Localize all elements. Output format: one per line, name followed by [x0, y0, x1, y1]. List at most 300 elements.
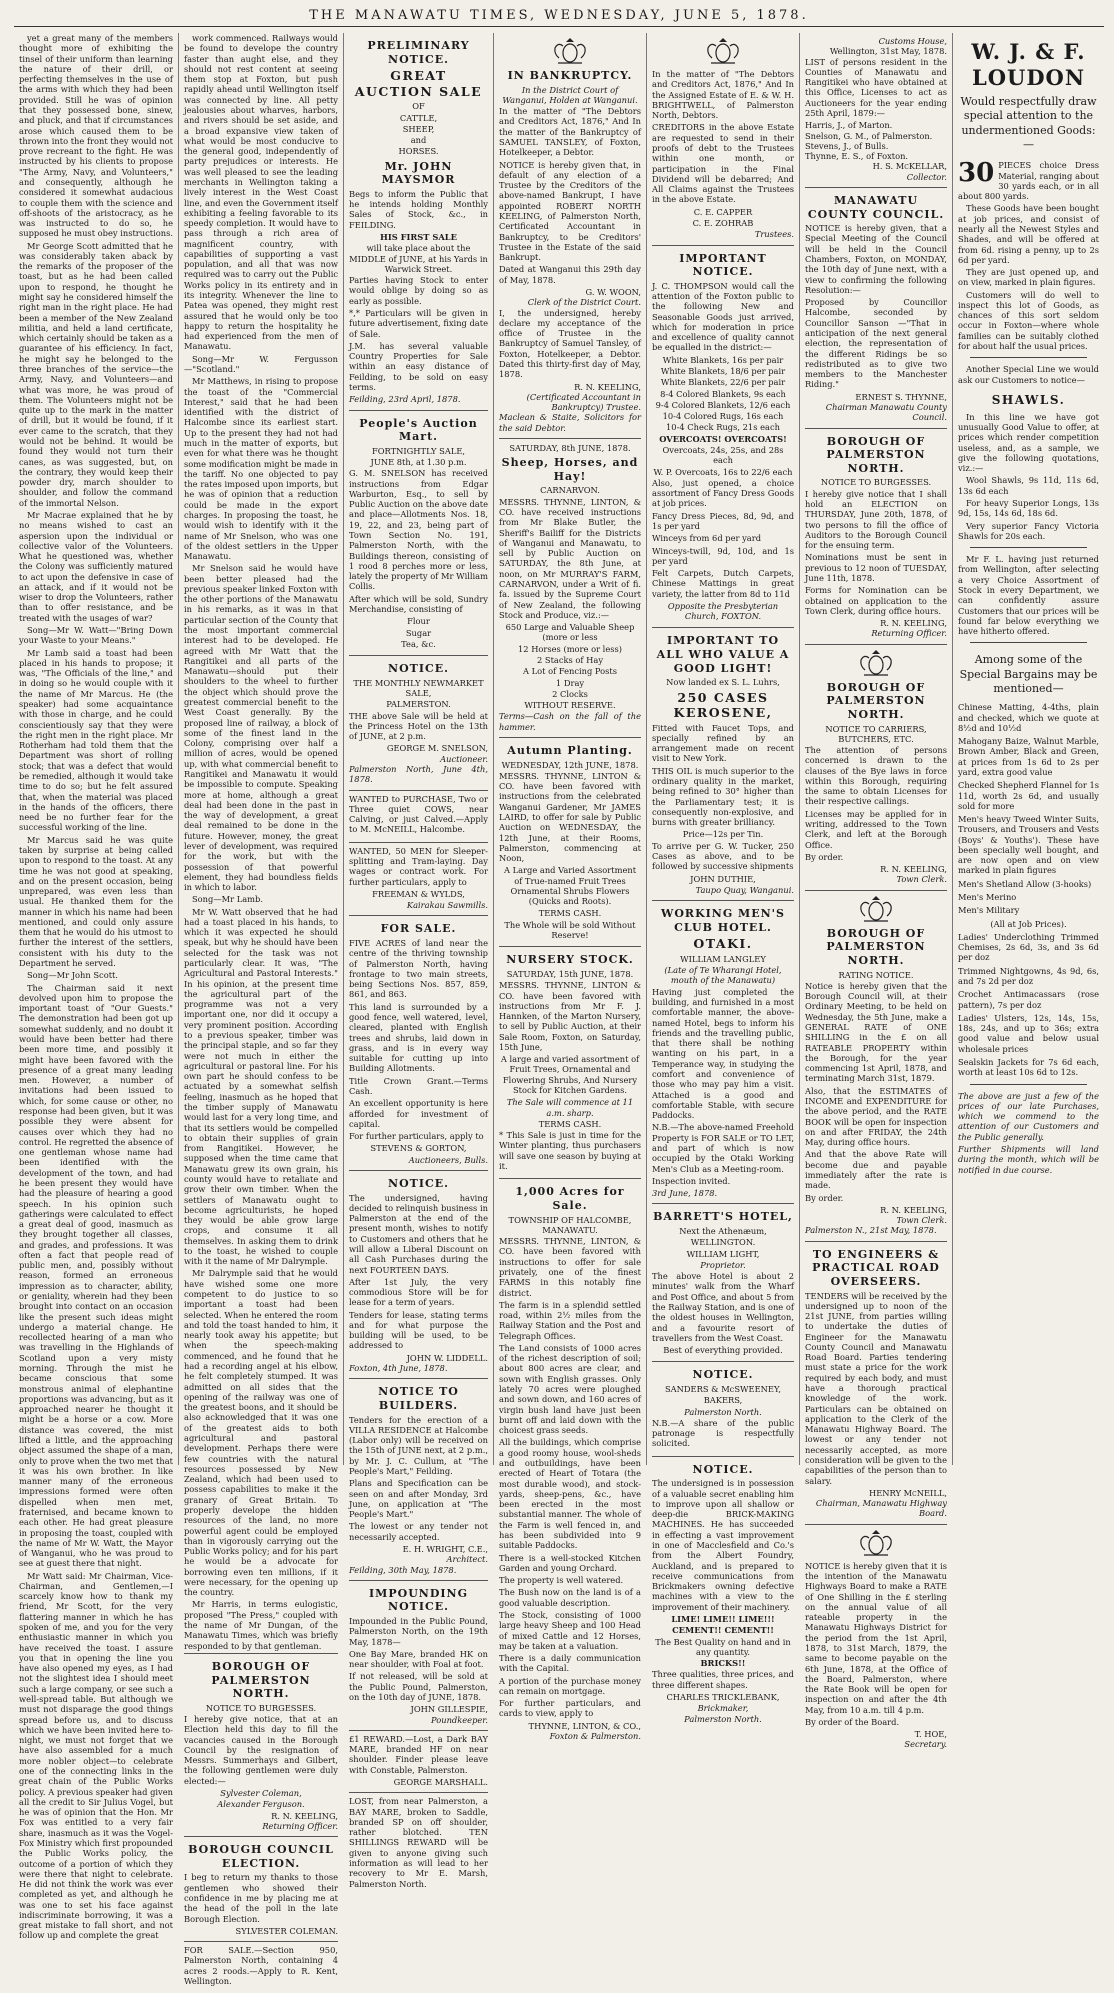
column-3-ads	[344, 33, 494, 1889]
ad-title: IN BANKRUPTCY.	[507, 69, 633, 82]
article-paragraph: The Chairman said it next devolved upon him to propose the important toast of "Our Guests." The demonstration had been got up somewhat suddenly, and no doubt it would have been better had there been more time, and possibly it might have been favored with the presence of a great many leading men. However, a number of invitations had been issued to which, for some cause or other, no response had been given, but it was possible they were absent for causes over which they had no control. He regretted the absence of one gentleman whose name had been identified with the development of the town, and had he been present they would have had the pleasure of hearing a good speech. In his opinion such gatherings were calculated to effect a great deal of good, inasmuch as they brought together all classes, and grades, and professions. It was often a fact that people read of public men, and, possibly without reason, formed an erroneous impression as to character, ability, or geniality, wherein had they been brought into contact on an occasion like the present such ideas might undergo a material change. He recollected hearing of a man who was travelling in the Highlands of Scotland upon a very misty morning. Through the mist he became conscious that some monstrous animal of elephantine proportions was advancing, but as it approached nearer he thought it might be a horse or a cow. More distance was covered, the mist lifted a little, and the approaching object assumed the shape of a man, only to prove when the two met that it was his own brother. In like manner many of the erroneous impressions formed were often dispelled when men met, fraternised, and became known to each other. He had great pleasure in proposing the toast, coupled with the name of Mr W. Watt, the Mayor of Wanganui, who he was proud to see at guest there that night.	[19, 982, 173, 1569]
ad-terms: Terms—Cash on the fall of the hammer.	[499, 711, 641, 732]
ad-body: There is a well-stocked Kitchen Garden and young Orchard.	[499, 1552, 641, 1573]
ad-item: Tea, &c.	[401, 638, 436, 649]
ad-subheading: LIME! LIME!! LIME!!!	[671, 1613, 775, 1624]
ad-body: After which will be sold, Sundry Merchandise, consisting of	[349, 593, 488, 614]
solicitors: Maclean & Staite, Solicitors for the said Debtor.	[499, 412, 641, 433]
ad-address: Opposite the Presbyterian Church, FOXTON.	[667, 600, 779, 622]
ad-text: WITHOUT RESERVE.	[524, 700, 616, 711]
ad-item: Wool Shawls, 9s 11d, 11s 6d, 13s 6d each	[958, 475, 1099, 496]
ad-body: J.M. has several valuable Country Properties for Sale within an easy distance of Feilding, to be sold on easy terms.	[349, 340, 488, 392]
ad-body: The Land consists of 1000 acres of the richest description of soil; about 800 acres are clear, and sown with English grasses. Only lately 70 acres were ploughed and sown down, and 160 acres of virgin bush land have just been burnt off and laid down with the choicest grass seeds.	[499, 1342, 641, 1436]
article-paragraph: Song—Mr Lamb.	[192, 894, 264, 905]
ad-title: 1,000 Acres for Sale.	[515, 1185, 625, 1212]
list-item: Men's heavy Tweed Winter Suits, Trousers, and Trousers and Vests (Boys' & Youths'). These have been specially well bought, and are now open and on view marked in plain figures	[958, 814, 1099, 876]
ad-body: MESSRS. THYNNE, LINTON, & CO. have received instructions from Mr Blake Butler, the Sheriff's Bailiff for the Districts of Wanganui and Manawatu, to sell by Public Auction on SATURDAY, the 8th June, at noon, on Mr MURRAY'S FARM, CARNARVON, under a Writ of fi. fa. issued by the Supreme Court of New Zealand, the following Stock and Produce, viz.:—	[499, 496, 641, 620]
ad-body: FOR SALE.—Section 950, Palmerston North, containing 4 acres 2 roods.—Apply to R. Kent, Wellington.	[184, 1945, 338, 1986]
ad-body: The attention of persons concerned is drawn to the clauses of the Bye laws in force within this Borough, requiring the same to obtain Licenses for their respective callings.	[805, 745, 947, 807]
ad-body: MESSRS. THYNNE, LINTON, & CO. have been favored with instructions to offer for sale privately, one of the finest FARMS in this notably fine district.	[499, 1236, 641, 1298]
wanted-men-ad	[349, 843, 488, 917]
ad-item: Very superior Fancy Victoria Shawls for 20s each.	[958, 520, 1099, 541]
further-shipments-note: Further Shipments will land during the month, which will be notified in due course.	[958, 1143, 1099, 1175]
ad-item: White Blankets, 22/6 per pair	[660, 377, 786, 388]
column-2-article	[179, 33, 344, 1986]
wanted-cows-ad	[349, 791, 488, 843]
ad-subtitle: BAKERS,	[703, 1395, 743, 1406]
ad-title: BOROUGH OF PALMERSTON NORTH.	[826, 926, 926, 967]
ad-title: IMPORTANT NOTICE.	[679, 251, 767, 279]
ad-signature: R. N. KEELING,	[880, 618, 947, 629]
divider	[970, 642, 1087, 643]
ad-body: FIVE ACRES of land near the centre of the thriving township of Palmerston North, having frontage to two main streets, being Sections Nos. 857, 859, 861, and 863.	[349, 938, 488, 1000]
ad-body: LIST of persons resident in the Counties of Manawatu and Rangitikei who have obtained at this Office, Licenses to act as Auctioneers for the year ending 25th April, 1879:—	[805, 56, 947, 118]
ad-body: TENDERS will be received by the undersigned up to noon of the 21st JUNE, from parties willing to undertake the duties of Engineer for the Manawatu County Council and Manawatu Road Board. Parties tendering must state a price for the work required by each body, and must have a thorough practical knowledge of the work. Particulars can be obtained on application to the Clerk of the Manawatu Highway Board. The lowest or any tender not necessarily accepted, as more consideration will be given to the capabilities of the person than to salary.	[805, 1290, 947, 1486]
ad-text: The Whole will be sold Without Reserve!	[504, 919, 636, 941]
column-6-ads	[800, 33, 953, 1750]
ad-body: Winceys from 6d per yard	[652, 533, 762, 544]
ad-body: If not released, will be sold at the Public Pound, Palmerston, on the 10th day of JUNE, 1878.	[349, 1671, 488, 1702]
ad-signature: THYNNE, LINTON, & CO.,	[528, 1720, 641, 1731]
ad-role: Brickmaker,	[697, 1703, 749, 1714]
reward-lost-mare-ad	[349, 1731, 488, 1793]
ad-body: I, the undersigned, hereby declare my acceptance of the office of Trustee in the Bankruptcy of Samuel Tansley, of Foxton, Hotelkeeper, a Debtor. Dated this thirty-first day of May, 1878.	[499, 307, 641, 380]
ad-body: The farm is in a splendid settled road, within 2½ miles from the Railway Station and the Post and Telegraph Offices.	[499, 1299, 641, 1341]
ad-subheading: CEMENT!! CEMENT!!	[672, 1625, 774, 1636]
ad-body: N.B.—A share of the public patronage is respectfully solicited.	[652, 1417, 794, 1449]
column-1-article	[14, 33, 179, 1941]
ad-role: Secretary.	[904, 1739, 947, 1750]
ad-body: Customers will do well to inspect this lot of Goods, as chances of this sort seldom occur in Foxton—where whole families can be suitably clothed for about half the usual prices.	[958, 289, 1099, 352]
ad-signature: CHARLES TRICKLEBANK,	[666, 1691, 780, 1702]
ad-date: Feilding, 23rd April, 1878.	[349, 394, 461, 405]
auctioneer-name: Mr. JOHN MAYSMOR	[381, 159, 456, 187]
ad-office: Customs House,	[878, 36, 947, 46]
brightwell-estate-ad	[652, 33, 794, 246]
ad-body: This land is surrounded by a good fence, well watered, level, cleared, planted with English trees and shrubs, laid down in grass, and is in every way suitable for cutting up into Building Allotments.	[349, 1001, 488, 1074]
ad-body: Impounded in the Public Pound, Palmerston North, on the 19th May, 1878—	[349, 1616, 488, 1647]
ad-body: PIECES choice Dress Material, ranging about 30 yards each, or in all about 800 yards.	[958, 160, 1099, 202]
bargains-heading: Among some of the Special Bargains may be mentioned—	[959, 653, 1098, 695]
ad-role: (Certificated Accountant in Bankruptcy) Trustee.	[526, 391, 641, 413]
ad-headline: 250 CASES KEROSENE,	[673, 689, 773, 721]
ad-body: Three qualities, three prices, and three different shapes.	[652, 1669, 794, 1690]
ad-signature: GEORGE MARSHALL.	[393, 1776, 488, 1787]
royal-coat-of-arms-icon	[550, 38, 590, 66]
ad-title: TO ENGINEERS & PRACTICAL ROAD OVERSEERS.	[812, 1247, 940, 1288]
ad-subheading: OVERCOATS! OVERCOATS!	[659, 433, 787, 444]
ad-item: White Blankets, 16s per pair	[662, 354, 784, 365]
list-item: Men's Shetland Allow (3-hooks)	[958, 878, 1092, 889]
ad-signature: GEORGE M. SNELSON,	[386, 743, 488, 754]
list-item: Men's Merino	[958, 892, 1017, 903]
ad-subtitle: Next the Athenæum,	[679, 1225, 767, 1236]
ad-item: Sugar	[405, 627, 432, 638]
divider	[970, 357, 1087, 358]
ad-body: WANTED to PURCHASE, Two or Three quiet COWS, near Calving, or just Calved.—Apply to M. McNEILL, Halcombe.	[349, 793, 488, 835]
great-auction-sale-ad	[349, 33, 488, 411]
ad-date: Palmerston North, June 4th, 1878.	[349, 764, 488, 785]
ad-role: Kairakau Sawmills.	[406, 900, 488, 911]
pieces-count: 30	[958, 158, 995, 189]
bargain-list	[958, 702, 1099, 1077]
article-paragraph: Song—Mr W. Watt—"Bring Down your Waste to your Means."	[19, 625, 173, 646]
ad-terms: TERMS CASH.	[538, 908, 602, 919]
article-paragraph: Song—Mr W. Fergusson—"Scotland."	[184, 353, 338, 374]
ad-role: Returning Officer.	[262, 1820, 338, 1831]
masthead: THE MANAWATU TIMES, WEDNESDAY, JUNE 5, 1878.	[14, 8, 1104, 27]
brickmaker-notice-ad	[652, 1457, 794, 1731]
ad-text: HIS FIRST SALE	[380, 232, 457, 243]
proprietor-name: WILLIAM LANGLEY	[680, 953, 766, 964]
ad-signature: JOHN W. LIDDELL.	[406, 1352, 488, 1363]
ad-signature: E. H. WRIGHT, C.E.,	[402, 1543, 488, 1554]
list-item: Sealskin Jackets for 7s 6d each, worth at least 10s 6d to 12s.	[958, 1056, 1099, 1078]
column-5-ads	[647, 33, 800, 1725]
ad-body: Also, just opened, a choice assortment of Fancy Dress Goods at job prices.	[652, 477, 794, 509]
ad-date: Feilding, 30th May, 1878.	[349, 1564, 457, 1575]
article-paragraph: yet a great many of the members thought more of exhibiting the tinsel of their uniform than learning the nature of their drill, or perfecting themselves in the use of the arms with which they had been provided. Still he was of opinion that they possessed bone, sinew, and pluck, and that if circumstances arose which caused them to be thrown into the front they would not prove recreant to the fight. He was instructed by his clients to propose "The Army, Navy, and Volunteers," and consequently, although he considered it somewhat audacious to couple them with the science and off-shoots of the aristocracy, as he was instructed to do so, he supposed he must obey instructions.	[19, 33, 173, 239]
thousand-acres-sale-ad	[499, 1179, 641, 1746]
ad-date: SATURDAY, 8th JUNE, 1878.	[509, 442, 631, 453]
ad-body: There is a daily communication with the Capital.	[499, 1653, 641, 1674]
ad-signature: STEVENS & GORTON,	[370, 1143, 467, 1154]
ad-title: People's Auction Mart.	[359, 416, 478, 444]
ad-body: £1 REWARD.—Lost, a Dark BAY MARE, branded HF on near shoulder. Finder please leave with Constable, Palmerston.	[349, 1733, 488, 1775]
ad-item: 9-4 Colored Blankets, 12/6 each	[655, 399, 791, 410]
royal-coat-of-arms-icon	[703, 38, 743, 66]
ad-signature: ERNEST S. THYNNE,	[855, 391, 947, 402]
ad-body: By order.	[805, 851, 844, 862]
ad-body: Notice is hereby given that the Borough Council will, at their Ordinary Meeting, to be held on Wednesday, the 5th June, make a GENERAL RATE of ONE SHILLING in the £ on all RATEABLE PROPERTY within the Borough, for the year commencing 1st April, 1878, and terminating March 31st, 1879.	[805, 980, 947, 1084]
ad-subtitle: TOWNSHIP OF HALCOMBE, MANAWATU.	[508, 1214, 632, 1235]
auctioneer-licenses-ad	[805, 33, 947, 188]
ad-title: BOROUGH OF PALMERSTON NORTH.	[826, 434, 926, 475]
ad-role: Town Clerk.	[896, 1215, 947, 1226]
ad-body: MESSRS. THYNNE, LINTON & CO. have been favored with instructions from the celebrated Wanganui Gardener, Mr JAMES LAIRD, to offer for sale by Public Auction on WEDNESDAY, the 12th June, at their Rooms, Palmerston, commencing at Noon,	[499, 770, 641, 864]
ad-body: For further particulars, and cards to view, apply to	[499, 1698, 641, 1719]
ad-body: LOST, from near Palmerston, a BAY MARE, broken to Saddle, branded SP on off shoulder, rather blotched. TEN SHILLINGS REWARD will be given to anyone giving such information as will lead to her recovery to Mr E. Marsh, Palmerston North.	[349, 1796, 488, 1889]
ad-signature: R. N. KEELING,	[271, 1810, 338, 1821]
ad-title: PRELIMINARY NOTICE.	[367, 39, 470, 66]
ad-body: I hereby give notice, that at an Election held this day to fill the vacancies caused in the Borough Council by the resignation of Messrs. Summerhays and Gilbert, the following gentlemen were duly elected:—	[184, 1714, 338, 1786]
list-item: Crochet Antimacassars (rose pattern), 7s per doz	[958, 989, 1099, 1010]
ad-date: Palmerston N., 21st May, 1878.	[805, 1225, 937, 1236]
ad-signature: H. S. McKELLAR,	[872, 161, 947, 172]
ad-headline: GREAT AUCTION SALE	[354, 68, 483, 99]
ad-body: Dated at Wanganui this 29th day of May, 1878.	[499, 264, 641, 285]
ad-subtitle: RATING NOTICE.	[838, 969, 914, 980]
ad-body: The above Hotel is about 2 minutes' walk from the Wharf and Post Office, and about 5 from the Railway Station, and is one of the oldest houses in Wellington, and a favourite resort of travellers from the West Coast.	[652, 1271, 794, 1343]
ad-date: SATURDAY, 15th JUNE, 1878.	[506, 968, 634, 979]
ad-body: After 1st July, the very commodious Store will be for lease for a term of years.	[349, 1276, 488, 1308]
ad-body: To arrive per G. W. Tucker, 250 Cases as above, and to be followed by successive shipments	[652, 840, 794, 872]
ad-body: Fancy Dress Pieces, 8d, 9d, and 1s per yard	[652, 510, 794, 531]
ad-title: IMPOUNDING NOTICE.	[369, 1586, 468, 1614]
ad-body: By order.	[805, 1192, 844, 1203]
article-paragraph: Mr Snelson said he would have been better pleased had the previous speaker linked Foxton with the other portions of the Manawatu in his remarks, as it was in that particular section of the County that the most important commercial interest had to be developed. He agreed with Mr Watt that the Rangitikei and all parts of the Manawatu—should put their shoulders to the wheel to further the object which should prove the greatest commercial benefit to the West Coast generally. By the proposed line of railway, a block of some of the finest land in the Colony, comprising over half a million of acres, would be opened up, with what commercial benefit to Rangitikei and Manawatu it would be impossible to compute. Speaking more at home, although a great deal had been done in the past in the way of development, a great deal remained to be done in the future. However, money, the great lever of development, was required for the work, but with the possession of that powerful element, they had boundless fields in which to labor.	[184, 563, 338, 893]
manawatu-county-council-ad	[805, 188, 947, 429]
ad-title: NOTICE.	[692, 1368, 754, 1382]
column-4-ads	[494, 33, 647, 1742]
ad-body: Winceys-twill, 9d, 10d, and 1s per yard	[652, 545, 794, 566]
ad-body: Inspection invited.	[652, 1175, 731, 1186]
article-paragraph: Mr Lamb said a toast had been placed in his hands to propose; it was, "The Officials of the line," and in doing so he would couple with it the name of Mr Marcus. He (the speaker) had some acquaintance with those in charge, and he could conscientiously say that they were the right men in the right place. Mr Rotherham had told them that the Department was short of rolling stock; that was a defect that would be remedied, although it would take time to do so; but he felt assured that, when the material was placed in the hands of the officers, there need be no further fear for the successful working of the line.	[19, 647, 173, 833]
divider	[970, 1084, 1087, 1085]
ad-title: BARRETT'S HOTEL,	[653, 1210, 793, 1224]
ad-body: NOTICE is hereby given, that a Special Meeting of the Council will be held in the Council Chambers, Foxton, on MONDAY, the 10th day of June next, with a view to confirming the following Resolution:—	[805, 223, 947, 295]
bankruptcy-notice-ad	[499, 33, 641, 439]
ad-place: Palmerston North.	[684, 1406, 762, 1417]
ad-item: 12 Horses (more or less)	[518, 643, 622, 654]
highways-rate-notice-ad	[805, 1525, 947, 1755]
ad-title: MANAWATU COUNTY COUNCIL.	[807, 193, 945, 221]
ad-body: Parties having Stock to enter would oblige by doing so as early as possible.	[349, 275, 488, 306]
ad-body: For further particulars, apply to	[349, 1131, 484, 1142]
ad-body: These Goods have been bought at job prices, and consist of nearly all the Newest Styles and Shades, and will be offered at from 6d. rising a penny, up to 2s 6d per yard.	[958, 203, 1099, 265]
ad-body: MESSRS. THYNNE, LINTON & CO. have been favored with instructions from Mr F. J. Hannken, of the Marton Nursery, to sell by Public Auction, at their Sale Room, Foxton, on Saturday, 15th June,	[499, 980, 641, 1052]
article-paragraph: Mr W. Watt observed that he had had a toast placed in his hands, to which it was expected he should speak, but why he should have been selected for the task was not particularly clear. It was, "The Agricultural and Pastoral Interests." In his opinion, at the present time the agricultural part of the programme was not a very important one, nor did it occupy a very prominent position. According to a previous speaker, timber was the principal staple, and so far they were not much in either the agricultural or pastoral line. For his own part he should confess to be actuated by a somewhat selfish feeling, inasmuch as he hoped that the timber supply of Manawatu would last for a very long time, and that its settlers would be compelled to obtain their supplies of grain from Rangitikei. However, he supposed when the time came that Manawatu grew its own grain, his county would have to retaliate and grow their own timber. When the settlers of Manawatu ought to become agriculturists, he hoped they would be able grow large crops, and consume it all themselves. In asking them to drink to the toast, he wished to couple with it the name of Mr Dalrymple.	[184, 906, 338, 1267]
ad-text: OF	[412, 101, 425, 112]
ad-date: WEDNESDAY, 12th JUNE, 1878.	[501, 759, 639, 770]
ad-body: A Large and Varied Assortment of True-named Fruit Trees Ornamental Shrubs Flowers (Quicks and Roots).	[503, 865, 637, 907]
ad-body: Mr F. L. having just returned from Wellington, after selecting a very Choice Assortment of Stock in every Department, we can confidently assure Customers that our prices will be found far below everything we have hitherto offered.	[958, 554, 1099, 637]
ad-subtitle: NOTICE TO CARRIERS, BUTCHERS, ETC.	[825, 723, 927, 744]
article-paragraph: Mr Dalrymple said that he would have wished some one more competent to do justice to so important a toast had been selected. When he entered the room and told the toast handed to him, it nearly took away his appetite; but when the speech-making commenced, and he found that he had a recording angel at his elbow, he felt completely stumped. It was admitted on all sides that the opening of the railway was one of the greatest boons, and it should be also acknowledged that it was one of the greatest aids to both agricultural and pastoral development. Perhaps there were few countries with the natural resources possessed by New Zealand, which had been used to possess capabilities to make it the granary of Great Britain. To properly develope the hidden resources of the land, no more powerful agent could be employed than in vigorously carrying out the Public Works policy; and for his part he would be a advocate for borrowing even ten millions, if it were necessary, for the opening up the country.	[184, 1268, 338, 1598]
ad-item: SHEEP,	[402, 123, 435, 134]
ad-item: For heavy Superior Longs, 13s 9d, 15s, 14s 6d, 18s 6d.	[958, 498, 1099, 519]
ad-body: The Stock, consisting of 1000 large heavy Sheep and 100 Head of mixed Cattle and 12 Horses, may be taken at a valuation.	[499, 1609, 641, 1651]
article-paragraph: Mr Matthews, in rising to propose the toast of the "Commercial Interest," said that he had been identified with the district of Halcombe since its earliest start. Up to the present they had not had much in the matter of exports, but even for what there was he thought some modification might be made in the tariff. No one objected to pay the rates imposed upon imports, but he was of opinion that a reduction could be made in the export charges. In proposing the toast, he would wish to identify with it the name of Mr Snelson, who was one of the oldest settlers in the Upper Manawatu.	[184, 376, 338, 562]
ad-signature: R. N. KEELING,	[574, 381, 641, 392]
article-paragraph: Mr Harris, in terms eulogistic, proposed "The Press," coupled with the name of Mr Dungan, of the Manawatu Times, which was briefly responded to by that gentleman.	[184, 1599, 338, 1651]
ad-item: 10-4 Colored Rugs, 16s each	[662, 411, 784, 422]
auditors-election-ad	[805, 429, 947, 645]
ad-body: I hereby give notice that I shall hold an ELECTION on THURSDAY, June 20th, 1878, of two persons to fill the office of Auditors to the Borough Council for the ensuing term.	[805, 488, 947, 551]
article-paragraph: Mr Macrae explained that he by no means wished to cast an aspersion upon the individual or collective valor of the Volunteers. What he questioned was, whether the Colony was sufficiently matured to act upon the defensive in case of an attack, and if it would not be wiser to drop the Volunteers, rather than to offer resistance, and be treated with the usages of war?	[19, 509, 173, 623]
ad-signature: R. N. KEELING,	[880, 1204, 947, 1215]
nursery-stock-ad	[499, 947, 641, 1179]
ad-title: NOTICE.	[388, 662, 449, 676]
article-paragraph: Mr George Scott admitted that he was considerably taken aback by the remarks of the proposer of the toast, but as he had been called upon to respond, he thought he might say he considered himself the right man in the right place. He had been a member of the New Zealand militia, and held a land certificate, which certainly should be taken as a guarantee of his efficiency. In fact, he might say he belonged to the three branches of the service—the Army, Navy, and Volunteers—and what was more, he was proud of them. The Volunteers might not be quite up to the mark in the matter of drill, but it would be found, if it ever came to the scratch, that they would not be behind. It would be found they would not turn their canes, as was suggested, but, on the contrary, they would keep their powder dry, march shoulder to shoulder, and follow the command of the immortal Nelson.	[19, 240, 173, 508]
ad-body: By order of the Board.	[805, 1716, 900, 1727]
ad-title: NOTICE.	[388, 1176, 449, 1190]
ad-body: The property is well watered.	[499, 1575, 624, 1586]
ad-role: Taupo Quay, Wanganui.	[695, 884, 794, 895]
impounding-notice-ad	[349, 1581, 488, 1731]
ad-body: Licenses may be applied for in writing, addressed to the Town Clerk, and left at the Borough Office.	[805, 808, 947, 850]
ad-role: Trustees.	[754, 229, 794, 240]
ad-role: Auctioneer.	[440, 753, 488, 764]
business-name: SANDERS & McSWEENEY,	[664, 1383, 782, 1394]
ad-place: CARNARVON.	[540, 485, 600, 496]
ad-body: The undersigned, having decided to relinquish business in Palmerston at the end of the present month, wishes to notify to Customers and others that he will allow a Liberal Discount on all Cash Purchases during the next FOURTEEN DAYS.	[349, 1192, 488, 1275]
ad-subtitle: NOTICE TO BURGESSES.	[205, 1702, 317, 1713]
ad-body: NOTICE is hereby given that, in default of any election of a Trustee by the Creditors of the above-named Bankrupt, I have appointed ROBERT NORTH KEELING, of Palmerston North, Certificated Accountant in Bankruptcy, to be Creditors' Trustee in the Estate of the said Bankrupt.	[499, 159, 641, 263]
ad-body: The Bush now on the land is of a good valuable description.	[499, 1587, 641, 1608]
ad-body: One Bay Mare, branded HK on near shoulder, with Foal at foot.	[349, 1648, 488, 1670]
ad-body: Felt Carpets, Dutch Carpets, Chinese Mattings in great variety, the latter from 8d to 11d	[652, 568, 794, 599]
ad-signature: FREEMAN & WYLDS,	[372, 888, 465, 899]
ad-title: NOTICE TO BUILDERS.	[378, 1385, 459, 1412]
ad-body: WANTED, 50 MEN for Sleeper-splitting and Tram-laying. Day wages or contract work. For further particulars, apply to	[349, 845, 488, 887]
court-name: In the District Court of Wanganui, Holden at Wanganui.	[502, 84, 638, 105]
royal-coat-of-arms-icon	[856, 896, 896, 924]
for-sale-section-ad	[184, 1942, 338, 1993]
ad-subheading: BRICKS!!	[700, 1658, 746, 1669]
ad-item: CATTLE,	[399, 112, 438, 123]
ad-body: All the buildings, which comprise a good roomy house, wool-sheds and outbuildings, have been erected of Heart of Totara (the most durable wood), and stock-yards, sheep-pens, &c., have been erected in the most substantial manner. The whole of the Farm is well fenced in, and has been subdivided into 9 suitable Paddocks.	[499, 1437, 641, 1551]
ad-body: Tenders for lease, stating terms and for what purpose the building will be used, to be addressed to	[349, 1309, 488, 1351]
ad-body: NOTICE is hereby given that it is the intention of the Manawatu Highways Board to make a RATE of One Shilling in the £ sterling on the annual value of all rateable property in the Manawatu Highways District for the period from the 1st April, 1878, to 31st March, 1879, the same to become payable on the 6th June, 1878, at the Office of the Board, Palmerston, where the Rate Book will be open for inspection on and after the 4th May, from 10 a.m. till 4 p.m.	[805, 1560, 947, 1715]
ad-body: I beg to return my thanks to those gentlemen who showed their confidence in me by placing me at the head of the poll in the late Borough Election.	[184, 1872, 338, 1924]
ad-signature: HENRY McNEILL,	[869, 1487, 947, 1498]
engineers-overseers-ad	[805, 1242, 947, 1525]
ad-body: In the matter of "The Debtors and Creditors Act, 1876," And In the Assigned Estate of E. & W. H. BRIGHTWELL, of Palmerston North, Debtors.	[652, 69, 794, 121]
ad-body: A large and varied assortment of Fruit Trees, Ornamental and Flowering Shrubs, And Nursery Stock for Kitchen Gardens.	[500, 1054, 640, 1096]
ad-item: 8-4 Colored Blankets, 9s each	[660, 388, 786, 399]
ad-text: Best of everything provided.	[663, 1345, 783, 1356]
ad-text: (Late of Te Wharangi Hotel, mouth of the Manawatu)	[664, 965, 782, 986]
dress-material-offer	[958, 160, 1099, 201]
ad-terms: TERMS CASH.	[538, 1118, 602, 1129]
article-paragraph: Mr Watt said: Mr Chairman, Vice-Chairman, and Gentlemen,—I scarcely know how to thank my friend, Mr Scott, for the very flattering manner in which he has spoken of me, and you for the very enthusiastic manner in which you have received the toast. I assure you that in opening the line you have also opened my eyes, as I had not the slightest idea I should meet such a large company, or see such a well-spread table. But although we must not disparage the good things spread before us, and to discuss which we have been invited here to-night, we must not forget that we have also assembled for a much more nobler object—to celebrate one of the connecting links in the great chain of the Public Works policy. A previous speaker had given all the credit to Sir Julius Vogel, but he was of opinion that the Hon. Mr Fox was entitled to a very fair share, inasmuch as it was the Vogel-Fox Ministry which first propounded the Public Works policy, the outcome of a portion of which they were there that night to celebrate. He did not think the work was ever completed as yet, and although he was one to set his face against indiscriminate borrowing, it was a great mistake to fall short, and not follow up and complete the great	[19, 1570, 173, 1941]
ad-body: They are just opened up, and on view, marked in plain figures.	[958, 267, 1099, 288]
ad-role: Town Clerk.	[896, 874, 947, 885]
ad-item: 650 Large and Valuable Sheep (more or less	[505, 622, 635, 643]
loudon-title: W. J. & F. LOUDON	[971, 39, 1086, 91]
ad-body: G. M. SNELSON has received instructions from Edgar Warburton, Esq., to sell by Public Auction on the above date and place—Allotments Nos. 18, 19, 22, and 23, being part of Town Section No. 191, Palmerston North, with the Buildings thereon, consisting of 1 rood 8 perches more or less, lately the property of Mr William Collis.	[349, 468, 488, 592]
ad-item: HORSES.	[398, 146, 439, 157]
ad-item: 10-4 Check Rugs, 21s each	[666, 422, 780, 433]
ad-title: NOTICE.	[692, 1462, 754, 1476]
ad-title: WORKING MEN'S CLUB HOTEL.	[661, 907, 785, 934]
list-item: Chinese Matting, 4-4ths, plain and checked, which we quote at 8½d and 10½d	[958, 702, 1099, 733]
list-item: Trimmed Nightgowns, 4s 9d, 6s, and 7s 2d per doz	[958, 965, 1099, 987]
borough-election-result-ad	[184, 1653, 338, 1837]
ad-subtitle: FORTNIGHTLY SALE,	[371, 445, 466, 456]
ad-body: N.B.—The above-named Freehold Property is FOR SALE or TO LET, and part of which is now occupied by the Otaki Working Men's Club as a Meeting-room.	[652, 1122, 794, 1174]
sheep-horses-hay-sale-ad	[499, 439, 641, 738]
ad-body: Fitted with Faucet Tops, and specially refined by an arrangement made on recent visit to New York.	[652, 722, 794, 764]
newmarket-sale-notice-ad	[349, 656, 488, 790]
ad-subtitle: NOTICE TO BURGESSES.	[820, 477, 932, 488]
ad-title: BOROUGH COUNCIL ELECTION.	[188, 1843, 334, 1870]
ad-body: Also, that the ESTIMATES of INCOME and EXPENDITURE for the above period, and the RATE BOOK will be open for inspection on and after FRIDAY, the 24th May, during office hours.	[805, 1085, 947, 1148]
ad-item: Snelson, G. M., of Palmerston.	[805, 130, 933, 141]
ad-date: JUNE 8th, at 1.30 p.m.	[370, 457, 467, 468]
ad-headline: OTAKI.	[693, 936, 753, 952]
closing-note: The above are just a few of the prices of our late Purchases, which we commend to the attention of our Customers and the Public generally.	[958, 1090, 1099, 1142]
ad-title: FOR SALE.	[380, 922, 457, 936]
ad-role: Poundkeeper.	[430, 1714, 488, 1725]
ad-item: 1 Dray	[555, 677, 585, 688]
ad-role: Chairman Manawatu County Council.	[825, 401, 947, 423]
ad-item: Thynne, E. S., of Foxton.	[805, 151, 909, 162]
ad-title: BOROUGH OF PALMERSTON NORTH.	[211, 1659, 311, 1701]
ad-role: Proprietor.	[700, 1259, 746, 1270]
list-item: Ladies' Ulsters, 12s, 14s, 15s, 18s, 24s, and up to 36s; extra good value and below usual wholesale prices	[958, 1012, 1099, 1054]
article-paragraph: work commenced. Railways would be found to develope the country faster than aught else, and they should not rest content at seeing them stop at Foxton, but push rapidly ahead until Wellington itself was connected by line. All petty jealousies about wharves, harbors, and rivers should be set aside, and a broad expansive view taken of what would be most conducive to the general good, independently of party prejudices or interests. He was well pleased to see the leading merchants in Wellington taking a lively interest in the West Coast line, and even the Government itself exhibiting a feeling favorable to its speedy completion. It would have to pass through a rich area of magnificent country, with capabilities of supporting a vast population, and all that was now required was to carry out the Public Works policy in its entirety and in its integrity. Whenever the line to Patea was opened, they might rest assured that he would only be too happy to return the hospitality he had experienced from the men of Manawatu.	[184, 33, 338, 352]
ad-body: Tenders for the erection of a VILLA RESIDENCE at Halcombe (Labor only) will be received on the 15th of JUNE next, at 2 p.m., by Mr. J. C. Cullum, at "The People's Mart," Feilding.	[349, 1414, 488, 1476]
column-7-loudon-ad	[953, 33, 1104, 1465]
ad-title: BOROUGH OF PALMERSTON NORTH.	[826, 680, 926, 721]
royal-coat-of-arms-icon	[856, 1530, 896, 1558]
ad-item: Overcoats, 24s, 25s, and 28s each	[662, 444, 784, 466]
ad-signature: T. HOE,	[914, 1729, 947, 1740]
ad-place: WELLINGTON.	[690, 1237, 756, 1248]
ad-role: Collector.	[906, 171, 947, 182]
ad-item: and	[410, 135, 427, 146]
shawls-heading: SHAWLS.	[991, 392, 1066, 407]
ad-body: Title Crown Grant.—Terms Cash.	[349, 1075, 488, 1096]
divider	[970, 547, 1087, 548]
ad-body: THIS OIL is much superior to the ordinary quality in the market, being refined to 30° higher than the Parliamentary test; it is consequently non-explosive, and burns with greater brilliancy.	[652, 765, 794, 828]
liddell-notice-ad	[349, 1171, 488, 1379]
ad-role: Foxton & Palmerston.	[549, 1731, 641, 1742]
ad-title: NURSERY STOCK.	[506, 953, 634, 967]
elected-name: Sylvester Coleman,	[220, 1788, 302, 1798]
ad-date: Foxton, 4th June, 1878.	[349, 1363, 448, 1374]
ad-body: * This Sale is just in time for the Winter planting, thus purchasers will save one season by buying at it.	[499, 1130, 641, 1171]
ad-price: Price—12s per Tin.	[682, 829, 764, 840]
ad-body: Another Special Line we would ask our Customers to notice—	[958, 364, 1099, 385]
ad-signature: SYLVESTER COLEMAN.	[235, 1925, 338, 1936]
ad-body: A portion of the purchase money can remain on mortgage.	[499, 1675, 641, 1696]
ad-body: The lowest or any tender not necessarily accepted.	[349, 1521, 488, 1542]
ad-item: A Lot of Fencing Posts	[522, 666, 618, 677]
ad-body: The undersigned is in possession of a valuable secret enabling him to improve upon all shallow or deep-die BRICK-MAKING MACHINES. He has succeeded in effecting a vast improvement in one of Macclesfield and Co.'s from the Albert Foundry, Auckland, and is prepared to receive communications from Brickmakers owning defective machines with a view to the improvement of their machinery.	[652, 1478, 794, 1612]
borough-council-election-ad	[184, 1837, 338, 1942]
peoples-auction-mart-ad	[349, 411, 488, 657]
ad-role: Auctioneers, Bulls.	[408, 1154, 488, 1165]
elected-name: Alexander Ferguson.	[217, 1799, 305, 1810]
for-sale-five-acres-ad	[349, 916, 488, 1171]
ad-body: In the matter of "The Debtors and Creditors Act, 1876," And In the matter of the Bankruptcy of SAMUEL TANSLEY, of Foxton, Hotelkeeper, a Debtor.	[499, 106, 641, 158]
ad-place: Palmerston North.	[684, 1714, 762, 1725]
autumn-planting-ad	[499, 738, 641, 947]
kerosene-ad	[652, 628, 794, 901]
ad-place: PALMERSTON.	[386, 699, 451, 710]
ad-text: will take place about the MIDDLE of JUNE, at his Yards in Warwick Street.	[349, 243, 488, 274]
working-mens-club-hotel-ad	[652, 901, 794, 1204]
ad-subtitle: Now landed ex S. L. Luhrs,	[666, 677, 780, 688]
ad-body: Plans and Specification can be seen on and after Monday, 3rd June, on application at "The People's Mart."	[349, 1478, 488, 1520]
ad-body: THE above Sale will be held at the Princess Hotel on the 13th of JUNE, at 2 p.m.	[349, 710, 488, 742]
ad-item: White Blankets, 18/6 per pair	[660, 366, 786, 376]
ad-date: Wellington, 31st May, 1878.	[829, 46, 947, 57]
lost-bay-mare-ad	[349, 1793, 488, 1896]
notice-to-builders-ad	[349, 1379, 488, 1580]
trustee-name: C. E. CAPPER	[693, 206, 753, 217]
ad-signature: JOHN GILLESPIE,	[410, 1704, 488, 1715]
ad-body: An excellent opportunity is here afforded for investment of capital.	[349, 1098, 488, 1129]
list-item: Mahogany Baize, Walnut Marble, Brown Amber, Black and Green, at prices from 1s 6d to 2s per yard, extra good value	[958, 736, 1099, 777]
ad-role: Chairman, Manawatu Highway Board.	[815, 1498, 947, 1519]
thompson-important-notice-ad	[652, 246, 794, 629]
ad-subtitle: THE MONTHLY NEWMARKET SALE,	[353, 677, 484, 699]
ad-item: 2 Stacks of Hay	[536, 654, 604, 665]
article-paragraph: Mr Marcus said he was quite taken by surprise at being called upon to respond to the toast. At any time he was not good at speaking, and on the present occasion, being unprepared, was even less than usual. He thanked them for the manner in which his name had been mentioned, and could only assure them that he would do his utmost to further the interest of the settlers, consistent with his duty to the Department he served.	[19, 834, 173, 969]
ad-body: *,* Particulars will be given in future advertisement, fixing date of Sale.	[349, 308, 488, 339]
list-item: Checked Shepherd Flannel for 1s 11d, worth 2s 6d, and usually sold for more	[958, 780, 1100, 811]
ad-item: W. P. Overcoats, 16s to 22/6 each	[653, 466, 793, 477]
proprietor-name: WILLIAM LIGHT,	[686, 1248, 760, 1259]
ad-body: CREDITORS in the above Estate are requested to send in their proofs of debt to the Trustees within one month, or participation in the Final Dividend will be debarred; And All Claims against the Trustees in the above Estate.	[652, 122, 794, 205]
ad-text: The Best Quality on hand and in any quantity.	[655, 1636, 791, 1657]
bakers-notice-ad	[652, 1362, 794, 1456]
ad-item: 2 Clocks	[552, 688, 588, 699]
